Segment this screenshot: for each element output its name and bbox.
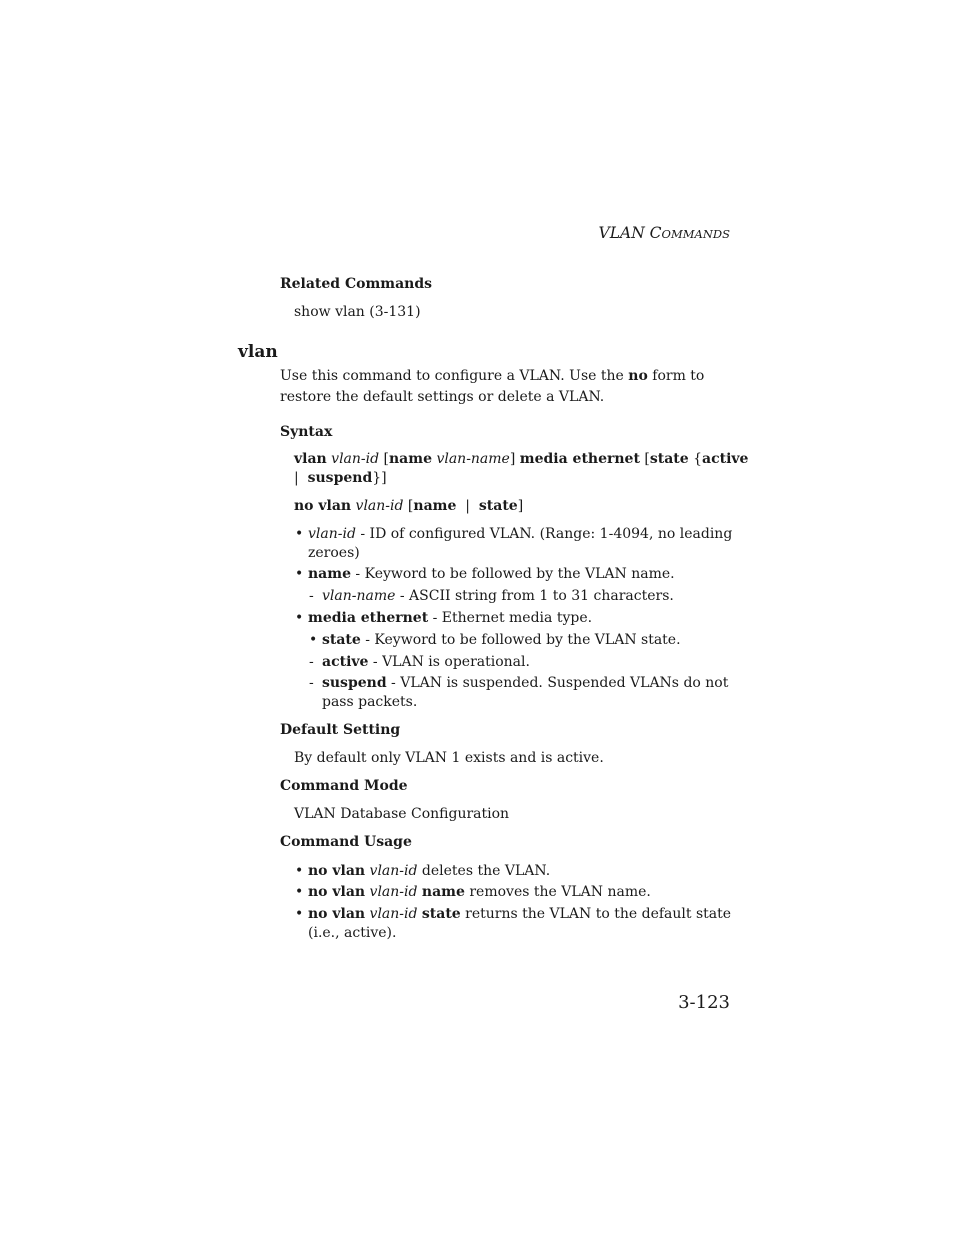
- syntax-punct: [: [383, 451, 389, 467]
- param-name: [308, 566, 675, 582]
- param-active: [322, 654, 530, 670]
- param-vlan-id: [308, 526, 732, 542]
- command-mode-heading: Command Mode: [280, 778, 408, 794]
- param-desc: - Keyword to be followed by the VLAN name.: [350, 566, 675, 582]
- syntax-heading: Syntax: [280, 424, 333, 440]
- param-suspend: [322, 675, 728, 691]
- syntax-keyword: vlan: [294, 451, 327, 467]
- syntax-keyword: state: [649, 451, 689, 467]
- intro-text: form to: [647, 368, 705, 384]
- intro-text: Use this command to configure a VLAN. Use the: [280, 368, 629, 384]
- syntax-line-1-cont: [294, 470, 387, 486]
- usage-keyword: name: [421, 884, 465, 900]
- syntax-punct: |: [465, 498, 470, 514]
- usage-item-state: [308, 906, 731, 922]
- syntax-punct: {: [693, 451, 703, 467]
- usage-desc: returns the VLAN to the default state: [460, 906, 732, 922]
- default-setting-text: By default only VLAN 1 exists and is active.: [294, 750, 604, 766]
- usage-argument: vlan-id: [369, 884, 418, 900]
- usage-keyword: no vlan: [308, 884, 366, 900]
- syntax-argument: vlan-id: [355, 498, 404, 514]
- running-header: [599, 224, 730, 242]
- running-header-small-caps: OMMANDS: [661, 227, 730, 241]
- usage-item-name: [308, 884, 651, 900]
- param-desc: - ASCII string from 1 to 31 characters.: [395, 588, 674, 604]
- related-commands-heading: Related Commands: [280, 276, 432, 292]
- command-title: vlan: [238, 342, 278, 362]
- param-term: state: [322, 632, 361, 648]
- related-commands-text: show vlan (3-131): [294, 304, 421, 320]
- usage-bullet: •: [295, 906, 304, 922]
- syntax-argument: vlan-name: [436, 451, 510, 467]
- syntax-punct: [: [407, 498, 414, 514]
- syntax-punct: [: [644, 451, 650, 467]
- syntax-punct: }]: [372, 470, 387, 486]
- syntax-keyword: media ethernet: [519, 451, 640, 467]
- syntax-keyword: name: [413, 498, 457, 514]
- syntax-line-2: [294, 498, 523, 514]
- param-vlan-name: [322, 588, 674, 604]
- param-term: name: [308, 566, 351, 582]
- param-dash: -: [309, 588, 314, 604]
- syntax-keyword: no vlan: [294, 498, 352, 514]
- intro-keyword-no: no: [628, 368, 648, 384]
- param-vlan-id-cont: zeroes): [308, 545, 360, 561]
- command-usage-heading: Command Usage: [280, 834, 412, 850]
- running-header-main: VLAN C: [598, 224, 662, 242]
- param-term: media ethernet: [308, 610, 429, 626]
- param-term: vlan-name: [322, 588, 396, 604]
- intro-line-2: restore the default settings or delete a VLAN.: [280, 389, 605, 405]
- usage-keyword: no vlan: [308, 906, 366, 922]
- param-term: vlan-id: [308, 526, 356, 542]
- page-number: 3-123: [678, 992, 730, 1013]
- usage-desc: removes the VLAN name.: [464, 884, 651, 900]
- usage-bullet: •: [295, 884, 304, 900]
- usage-desc: deletes the VLAN.: [417, 863, 551, 879]
- usage-argument: vlan-id: [369, 906, 418, 922]
- usage-keyword: no vlan: [308, 863, 366, 879]
- syntax-keyword: name: [389, 451, 432, 467]
- usage-keyword: state: [421, 906, 461, 922]
- syntax-punct: ]: [509, 451, 516, 467]
- syntax-keyword: state: [478, 498, 518, 514]
- syntax-argument: vlan-id: [331, 451, 380, 467]
- usage-bullet: •: [295, 863, 304, 879]
- param-media-ethernet: [308, 610, 592, 626]
- param-desc: - VLAN is operational.: [368, 654, 530, 670]
- syntax-line-1: [294, 451, 748, 467]
- param-suspend-cont: pass packets.: [322, 694, 418, 710]
- param-desc: - VLAN is suspended. Suspended VLANs do not: [386, 675, 729, 691]
- param-bullet: •: [309, 632, 318, 648]
- param-desc: - Keyword to be followed by the VLAN state.: [360, 632, 681, 648]
- param-desc: - Ethernet media type.: [428, 610, 593, 626]
- param-state: [322, 632, 681, 648]
- usage-item-state-cont: (i.e., active).: [308, 925, 397, 941]
- param-term: active: [322, 654, 369, 670]
- param-bullet: •: [295, 566, 304, 582]
- default-setting-heading: Default Setting: [280, 722, 401, 738]
- param-term: suspend: [322, 675, 387, 691]
- param-bullet: •: [295, 526, 304, 542]
- syntax-keyword: suspend: [307, 470, 373, 486]
- param-desc: - ID of configured VLAN. (Range: 1-4094, no leading: [355, 526, 733, 542]
- usage-item-delete: [308, 863, 550, 879]
- usage-argument: vlan-id: [369, 863, 418, 879]
- intro-line-1: [280, 368, 704, 384]
- syntax-keyword: active: [702, 451, 749, 467]
- param-dash: -: [309, 675, 314, 691]
- command-mode-text: VLAN Database Configuration: [294, 806, 510, 822]
- param-dash: -: [309, 654, 314, 670]
- param-bullet: •: [295, 610, 304, 626]
- syntax-punct: |: [294, 470, 299, 486]
- syntax-punct: ]: [517, 498, 524, 514]
